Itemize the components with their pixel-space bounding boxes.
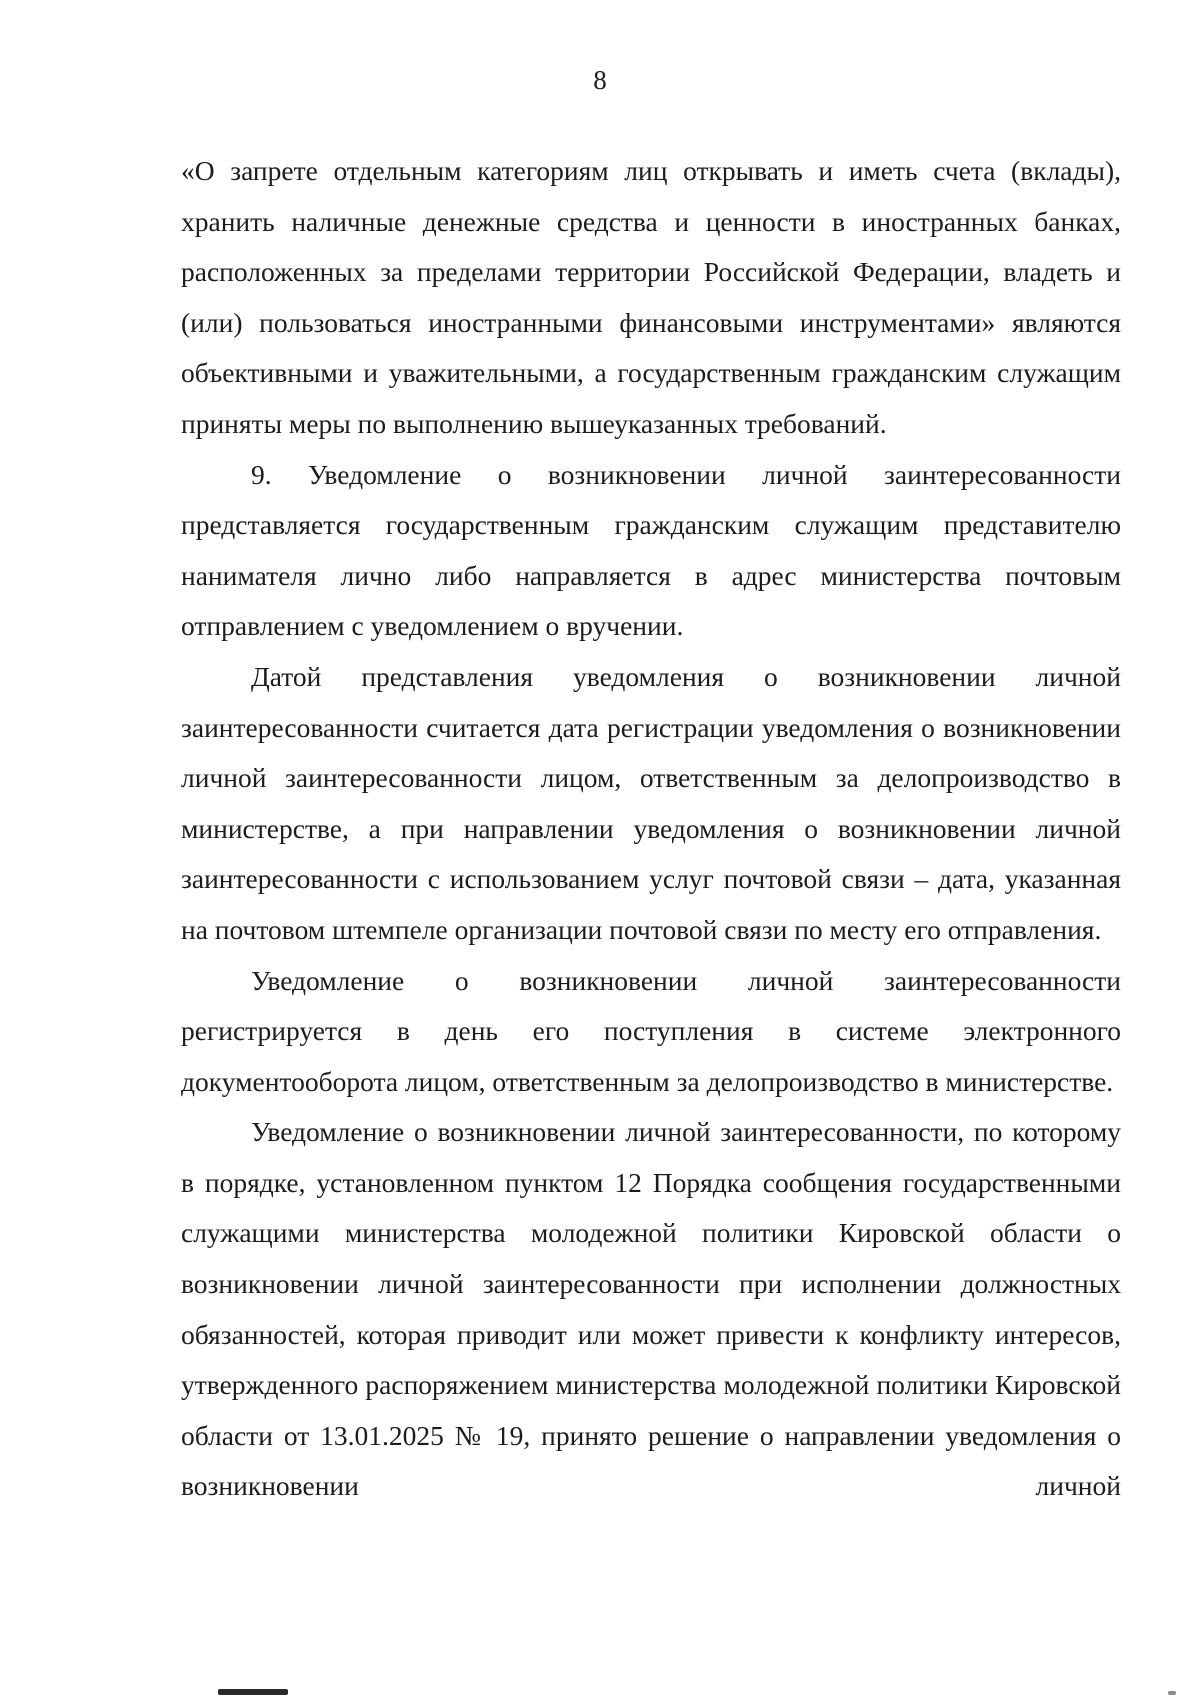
paragraph-notification-decision: Уведомление о возникновении личной заинтересованности, по которому в порядке, установленном пунктом 12 Порядка сообщения государственными служащими министерства молодежной политики Кировской области о возникновении личной заинтересованности при исполнении должностных обязанностей, которая приводит или может привести к конфликту интересов, утвержденного распоряжением министерства молодежной политики Кировской области от 13.01.2025 № 19, принято решение о направлении уведомления о возникновении личной <box>181 1116 1121 1502</box>
page-number: 8 <box>593 65 607 95</box>
paragraph-sanctions-continuation: «О запрете отдельным категориям лиц открывать и иметь счета (вклады), хранить наличные денежные средства и ценности в иностранных банках, расположенных за пределами территории Российской Федерации, владеть и (или) пользоваться иностранными финансовыми инструментами» являются объективными и уважительными, а государственным гражданским служащим приняты меры по выполнению вышеуказанных требований. <box>181 155 1121 439</box>
document-body <box>181 146 1121 1512</box>
scan-edge-mark <box>218 1689 288 1695</box>
paragraph-notification-date: Датой представления уведомления о возникновении личной заинтересованности считается дата регистрации уведомления о возникновении личной заинтересованности лицом, ответственным за делопроизводство в министерстве, а при направлении уведомления о возникновении личной заинтересованности с использованием услуг почтовой связи – дата, указанная на почтовом штемпеле организации почтовой связи по месту его отправления. <box>181 660 1121 945</box>
paragraph-notification-registration: Уведомление о возникновении личной заинтересованности регистрируется в день его поступления в системе электронного документооборота лицом, ответственным за делопроизводство в министерстве. <box>181 964 1121 1097</box>
paragraph-item-9-notification-submission: 9. Уведомление о возникновении личной заинтересованности представляется государственным гражданским служащим представителю нанимателя лично либо направляется в адрес министерства почтовым отправлением с уведомлением о вручении. <box>181 458 1121 642</box>
scan-edge-dot <box>1168 1691 1176 1695</box>
